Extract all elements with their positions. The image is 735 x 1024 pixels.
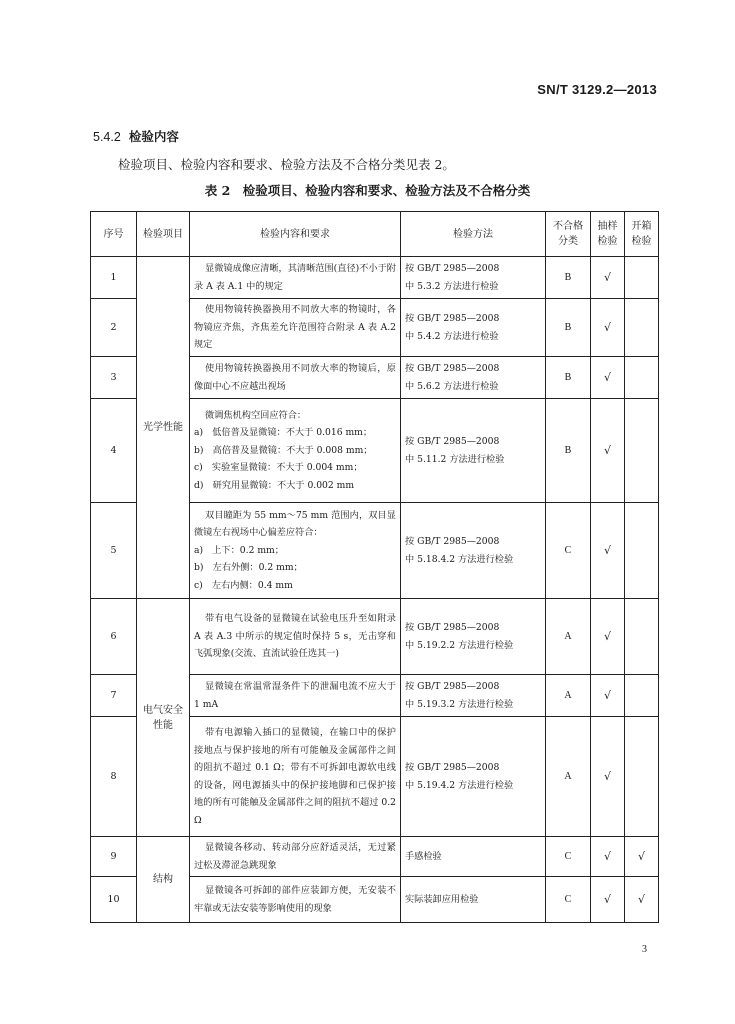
requirement-line: 双目瞳距为 55 mm～75 mm 范围内，双目显微镜左右视场中心偏差应符合： [194,509,396,539]
open-check-mark [625,357,659,399]
open-check-mark [625,257,659,299]
nonconformity-class: B [546,299,591,357]
requirement-line: d) 研究用显微镜：不大于 0.002 mm [194,479,355,491]
nonconformity-class: B [546,357,591,399]
nonconformity-class: A [546,675,591,717]
nonconformity-class: C [546,877,591,923]
open-check-mark [625,503,659,599]
method-line: 手感检验 [405,850,442,862]
requirement-cell [190,599,401,675]
row-number: 10 [91,877,137,923]
section-number: 5.4.2 [93,130,121,144]
requirement-line: 显微镜各移动、转动部分应舒适灵活，无过紧过松及滞涩急跳现象 [194,842,396,871]
nonconformity-class: C [546,837,591,877]
requirement-line: 带有电源输入插口的显微镜，在输口中的保护接地点与保护接地的所有可能触及金属部件之间的阻抗不超过 0.1 Ω；带有不可拆卸电源软电线的设备，网电源插头中的保护接地脚和已保护接地的所有可能触及金属部件之间的阻抗不超过 0.2 Ω [194,727,396,826]
requirement-line: 使用物镜转换器换用不同放大率的物镜时，各物镜应齐焦，齐焦差允许范围符合附录 A 表 A.2 规定 [194,304,396,351]
row-number: 5 [91,503,137,599]
header-class: 不合格分类 [546,212,591,257]
table-row [91,257,659,299]
requirement-line: 显微镜在常温常湿条件下的泄漏电流不应大于 1 mA [194,681,396,710]
standard-number: SN/T 3129.2—2013 [537,82,657,97]
method-line: 中 5.3.2 方法进行检验 [405,280,499,292]
method-line: 按 GB/T 2985—2008 [405,622,500,633]
sample-check-mark: √ [591,837,625,877]
method-line: 中 5.19.2.2 方法进行检验 [405,639,514,651]
method-line: 中 5.19.4.2 方法进行检验 [405,779,514,791]
method-cell [401,299,546,357]
requirement-line: c) 左右内侧：0.4 mm [194,579,293,591]
method-cell [401,257,546,299]
row-number: 1 [91,257,137,299]
section-title: 检验内容 [128,129,179,144]
row-number: 3 [91,357,137,399]
sample-check-mark: √ [591,717,625,837]
open-check-mark [625,599,659,675]
method-cell [401,399,546,503]
requirement-line: 带有电气设备的显微镜在试验电压升至如附录 A 表 A.3 中所示的规定值时保持 5 s，无击穿和飞弧现象(交流、直流试验任选其一) [194,613,396,660]
row-number: 2 [91,299,137,357]
method-line: 中 5.18.4.2 方法进行检验 [405,553,514,565]
method-cell [401,357,546,399]
method-cell [401,599,546,675]
open-check-mark [625,675,659,717]
open-check-mark [625,399,659,503]
header-sample: 抽样检验 [591,212,625,257]
nonconformity-class: C [546,503,591,599]
item-group-optical: 光学性能 [137,257,190,599]
inspection-table [90,211,659,923]
sample-check-mark: √ [591,399,625,503]
method-cell [401,675,546,717]
nonconformity-class: B [546,257,591,299]
sample-check-mark: √ [591,257,625,299]
row-number: 4 [91,399,137,503]
item-group-structure: 结构 [137,837,190,923]
section-heading [93,127,179,145]
method-cell [401,503,546,599]
requirement-line: b) 高倍普及显微镜：不大于 0.008 mm； [194,444,373,456]
table-caption: 表 2 检验项目、检验内容和要求、检验方法及不合格分类 [204,183,531,198]
table-header-row [91,212,659,257]
header-seq: 序号 [91,212,137,257]
table-row [91,599,659,675]
requirement-line: 使用物镜转换器换用不同放大率的物镜后，原像面中心不应越出视场 [194,363,396,392]
method-line: 中 5.19.3.2 方法进行检验 [405,698,514,710]
nonconformity-class: A [546,717,591,837]
header-item: 检验项目 [137,212,190,257]
requirement-line: 显微镜成像应清晰，其清晰范围(直径)不小于附录 A 表 A.1 中的规定 [194,263,396,292]
requirement-cell [190,399,401,503]
section-intro: 检验项目、检验内容和要求、检验方法及不合格分类见表 2。 [118,157,455,172]
open-check-mark: √ [625,877,659,923]
nonconformity-class: B [546,399,591,503]
requirement-cell [190,257,401,299]
method-line: 中 5.6.2 方法进行检验 [405,380,499,392]
method-line: 中 5.4.2 方法进行检验 [405,330,499,342]
method-line: 按 GB/T 2985—2008 [405,436,500,447]
method-cell [401,837,546,877]
requirement-line: a) 低倍普及显微镜：不大于 0.016 mm； [194,427,373,439]
method-line: 按 GB/T 2985—2008 [405,536,500,547]
requirement-cell [190,357,401,399]
requirement-cell [190,299,401,357]
open-check-mark [625,717,659,837]
open-check-mark [625,299,659,357]
method-line: 按 GB/T 2985—2008 [405,762,500,773]
header-requirement: 检验内容和要求 [190,212,401,257]
header-open: 开箱检验 [625,212,659,257]
method-cell [401,877,546,923]
requirement-cell [190,877,401,923]
sample-check-mark: √ [591,357,625,399]
sample-check-mark: √ [591,299,625,357]
requirement-line: 显微镜各可拆卸的部件应装卸方便，无安装不牢靠或无法安装等影响使用的现象 [194,885,396,914]
method-line: 实际装卸应用检验 [405,893,479,905]
method-line: 按 GB/T 2985—2008 [405,263,500,274]
page-number: 3 [642,944,647,955]
row-number: 9 [91,837,137,877]
nonconformity-class: A [546,599,591,675]
method-line: 按 GB/T 2985—2008 [405,363,500,374]
header-method: 检验方法 [401,212,546,257]
sample-check-mark: √ [591,675,625,717]
table-row [91,837,659,877]
sample-check-mark: √ [591,877,625,923]
requirement-line: c) 实验室显微镜：不大于 0.004 mm； [194,462,363,474]
requirement-cell [190,837,401,877]
item-group-electrical: 电气安全性能 [137,599,190,837]
row-number: 7 [91,675,137,717]
method-line: 按 GB/T 2985—2008 [405,681,500,692]
sample-check-mark: √ [591,599,625,675]
requirement-cell [190,675,401,717]
requirement-line: 微调焦机构空回应符合： [205,409,307,421]
method-line: 按 GB/T 2985—2008 [405,313,500,324]
method-cell [401,717,546,837]
requirement-cell [190,717,401,837]
requirement-line: b) 左右外侧：0.2 mm； [194,562,303,574]
row-number: 6 [91,599,137,675]
open-check-mark: √ [625,837,659,877]
method-line: 中 5.11.2 方法进行检验 [405,453,505,465]
requirement-cell [190,503,401,599]
row-number: 8 [91,717,137,837]
sample-check-mark: √ [591,503,625,599]
requirement-line: a) 上下：0.2 mm； [194,544,284,556]
